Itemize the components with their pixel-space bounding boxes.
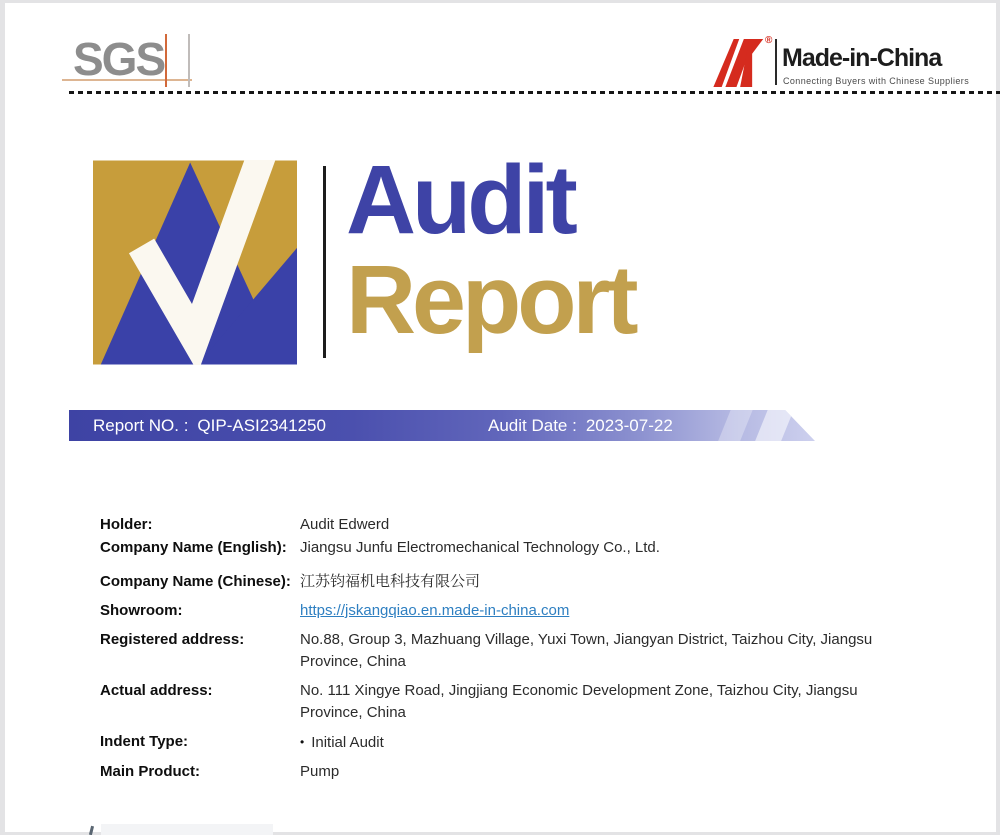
detail-label: Showroom: [100, 600, 300, 622]
detail-row-company-name-english [100, 537, 930, 559]
indent-type-value: Initial Audit [311, 734, 384, 751]
detail-value: Pump [300, 761, 900, 783]
detail-value: No. 111 Xingye Road, Jingjiang Economic Development Zone, Taizhou City, Jiangsu Province, China [300, 680, 900, 724]
next-section-remnant [101, 824, 273, 835]
company-details [100, 514, 930, 783]
registered-trademark-icon: ® [765, 35, 772, 46]
detail-row-registered-address [100, 629, 930, 673]
showroom-link[interactable]: https://jskangqiao.en.made-in-china.com [300, 602, 569, 619]
report-page [5, 3, 996, 832]
mic-divider-line [775, 39, 777, 85]
page-title-line1: Audit [346, 149, 574, 251]
detail-value: Jiangsu Junfu Electromechanical Technology Co., Ltd. [300, 537, 900, 559]
detail-row-holder [100, 514, 930, 536]
banner-stripe [752, 404, 796, 449]
mic-brand-text: Made-in-China [782, 44, 941, 73]
audit-date [488, 416, 673, 436]
title-divider-line [323, 166, 326, 358]
detail-label: Company Name (English): [100, 537, 300, 559]
detail-value [300, 731, 900, 754]
sgs-crop-mark-vertical-orange [165, 34, 167, 87]
banner-stripe [715, 404, 755, 449]
report-number [93, 416, 326, 436]
bullet-icon: • [300, 731, 304, 753]
sgs-logo-text: SGS [73, 36, 164, 82]
pen-mark [89, 826, 94, 835]
sgs-crop-mark-vertical-gray [188, 34, 190, 87]
detail-label: Registered address: [100, 629, 300, 673]
report-info-banner [69, 410, 815, 441]
detail-label: Main Product: [100, 761, 300, 783]
detail-row-actual-address [100, 680, 930, 724]
sgs-logo [73, 33, 203, 89]
made-in-china-logo [705, 31, 945, 91]
detail-value: 江苏钧福机电科技有限公司 [300, 571, 900, 593]
detail-label: Holder: [100, 514, 300, 536]
detail-value: No.88, Group 3, Mazhuang Village, Yuxi Town, Jiangyan District, Taizhou City, Jiangsu Province, China [300, 629, 900, 673]
detail-row-company-name-chinese [100, 571, 930, 593]
mic-tagline-text: Connecting Buyers with Chinese Suppliers [783, 76, 969, 86]
detail-row-indent-type [100, 731, 930, 754]
audit-report-logo-icon [93, 160, 297, 365]
detail-row-showroom [100, 600, 930, 622]
detail-value: Audit Edwerd [300, 514, 900, 536]
page-title-line2: Report [346, 249, 635, 351]
header-dashed-divider [69, 91, 1000, 94]
report-number-value: QIP-ASI2341250 [197, 416, 326, 435]
detail-row-main-product [100, 761, 930, 783]
detail-label: Actual address: [100, 680, 300, 724]
detail-label: Indent Type: [100, 731, 300, 754]
audit-date-value: 2023-07-22 [586, 416, 673, 435]
report-number-label: Report NO. : [93, 416, 188, 435]
detail-label: Company Name (Chinese): [100, 571, 300, 593]
audit-date-label: Audit Date : [488, 416, 577, 435]
made-in-china-m-icon [711, 39, 773, 87]
